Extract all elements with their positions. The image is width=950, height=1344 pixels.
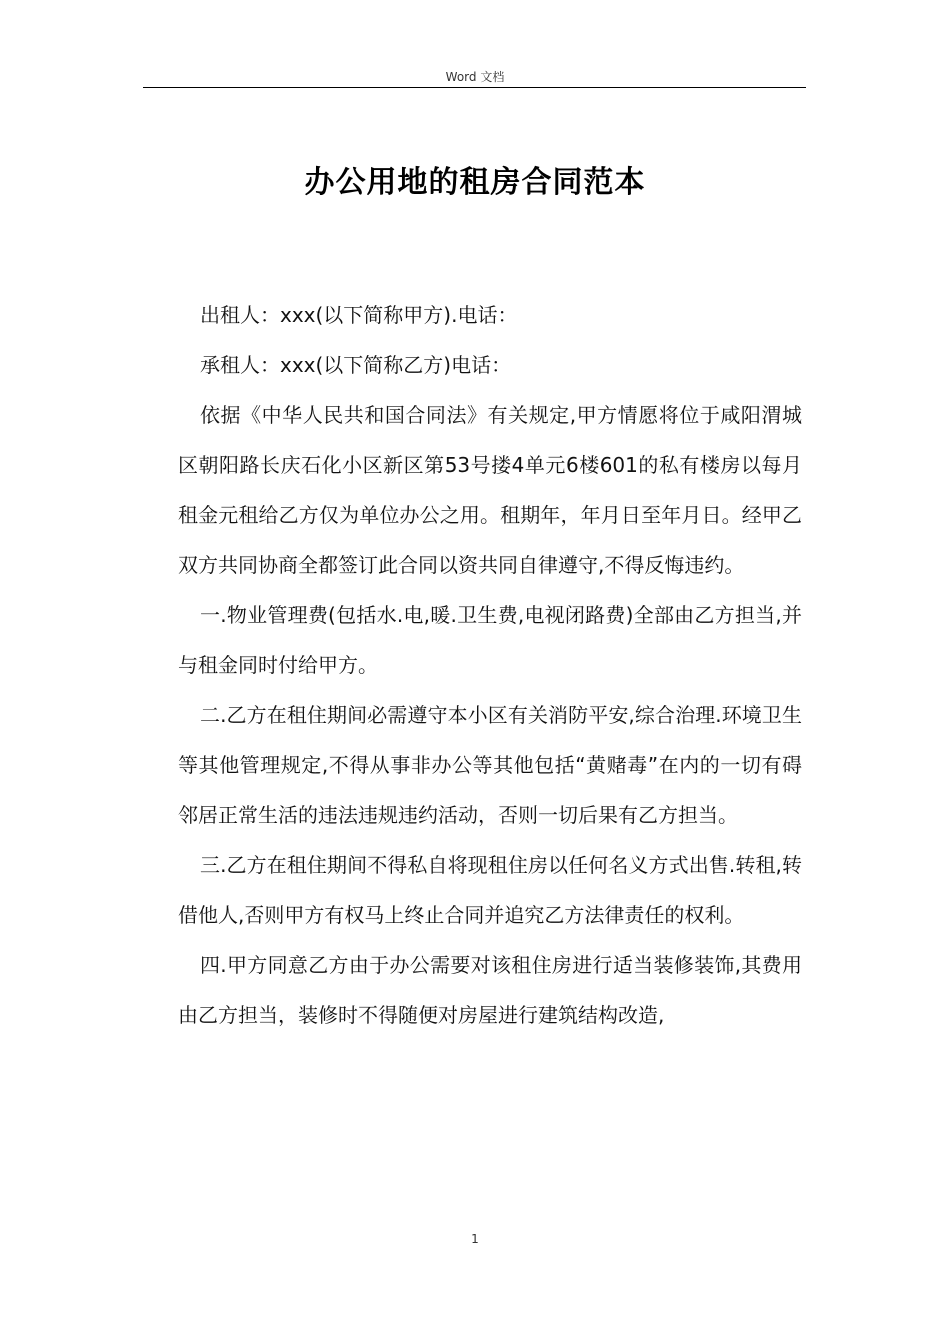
document-body xyxy=(178,290,802,1040)
paragraph-clause-4: 四.甲方同意乙方由于办公需要对该租住房进行适当装修装饰,其费用由乙方担当，装修时不得随便对房屋进行建筑结构改造, xyxy=(178,953,802,1027)
paragraph-preamble: 依据《中华人民共和国合同法》有关规定,甲方情愿将位于咸阳渭城区朝阳路长庆石化小区新区第53号搂4单元6楼601的私有楼房以每月租金元租给乙方仅为单位办公之用。租期年，年月日至年月日。经甲乙双方共同协商全都签订此合同以资共同自律遵守,不得反悔违约。 xyxy=(178,403,802,577)
paragraph-clause-3: 三.乙方在租住期间不得私自将现租住房以任何名义方式出售.转租,转借他人,否则甲方有权马上终止合同并追究乙方法律责任的权利。 xyxy=(178,853,802,927)
paragraph-clause-1: 一.物业管理费(包括水.电,暖.卫生费,电视闭路费)全部由乙方担当,并与租金同时付给甲方。 xyxy=(178,603,802,677)
page-number: 1 xyxy=(471,1232,479,1246)
header-divider xyxy=(143,87,806,88)
paragraph-lessee: 承租人：xxx(以下简称乙方)电话： xyxy=(200,353,512,377)
paragraph-clause-2: 二.乙方在租住期间必需遵守本小区有关消防平安,综合治理.环境卫生等其他管理规定,不得从事非办公等其他包括“黄赌毒”在内的一切有碍邻居正常生活的违法违规违约活动，否则一切后果有乙方担当。 xyxy=(178,703,802,827)
page-header-label: Word 文档 xyxy=(445,70,505,84)
document-title: 办公用地的租房合同范本 xyxy=(304,165,646,200)
paragraph-lessor: 出租人：xxx(以下简称甲方).电话： xyxy=(200,303,518,327)
